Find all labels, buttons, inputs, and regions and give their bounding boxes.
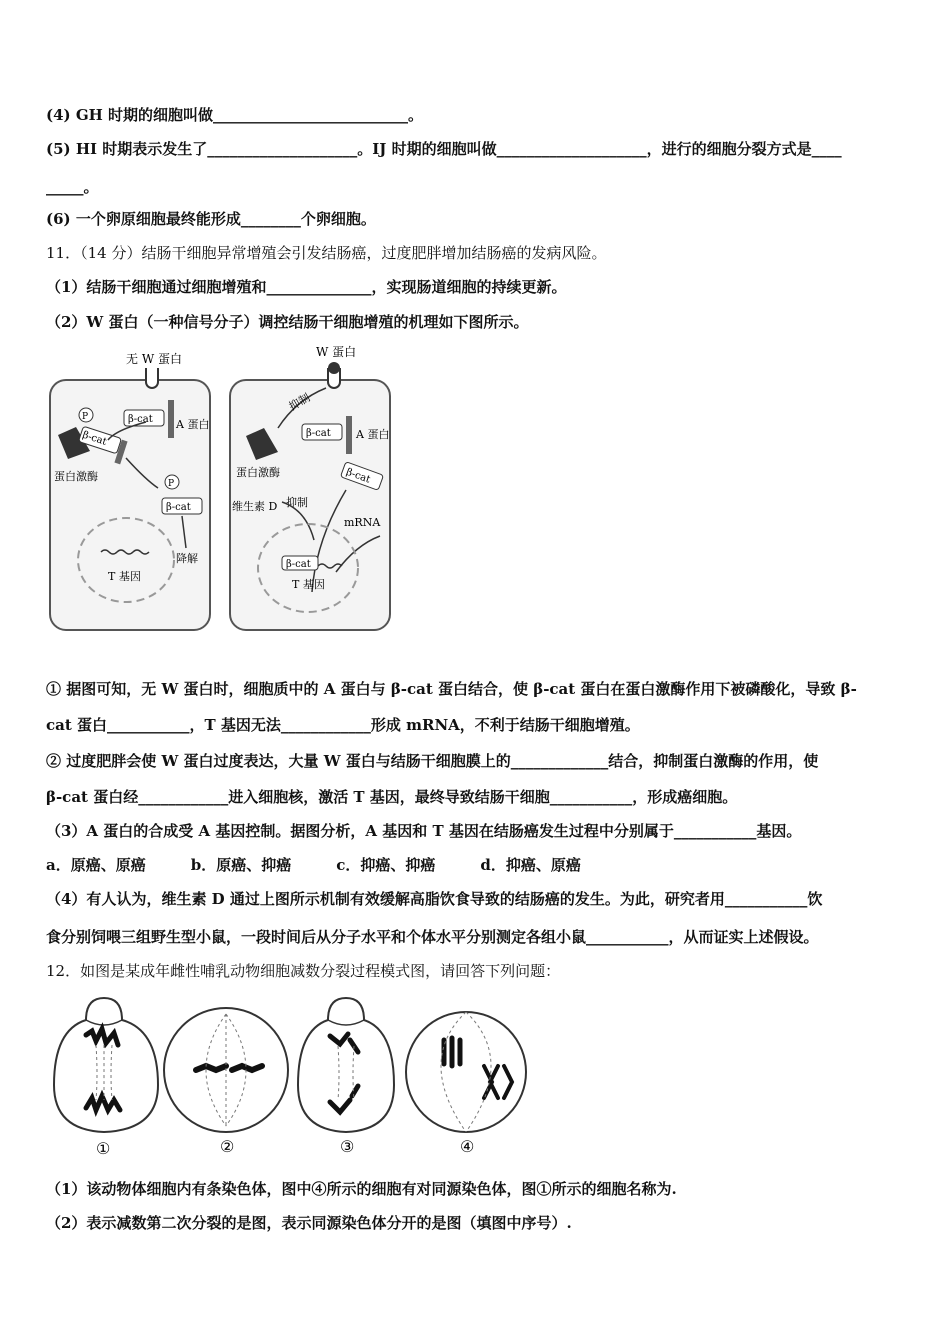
meiosis-figure bbox=[46, 990, 546, 1160]
left-beta-cat-free-label: β-cat bbox=[166, 502, 191, 513]
cell-1 bbox=[54, 998, 158, 1132]
left-p-label-2: P bbox=[168, 479, 175, 489]
cell-4-spindle bbox=[441, 1012, 491, 1132]
left-p-label: P bbox=[82, 412, 89, 422]
right-beta-cat-nucleus-label: β-cat bbox=[286, 559, 311, 570]
right-receptor-label: W 蛋白 bbox=[316, 345, 357, 359]
cell-4-chromosomes-left bbox=[444, 1038, 460, 1066]
left-beta-cat-top-label: β-cat bbox=[128, 414, 153, 425]
question-11-stem: 11．（14 分）结肠干细胞异常增殖会引发结肠癌，过度肥胖增加结肠癌的发病风险。 bbox=[46, 244, 607, 262]
right-beta-cat-top-label: β-cat bbox=[306, 428, 331, 439]
cell-4-chromosomes-right bbox=[484, 1066, 512, 1098]
right-a-protein-label: A 蛋白 bbox=[356, 428, 390, 441]
question-6: (6) 一个卵原细胞最终能形成________个卵细胞。 bbox=[46, 210, 376, 228]
blank-1-line1: ① 据图可知，无 W 蛋白时，细胞质中的 A 蛋白与 β-cat 蛋白结合，使 β-cat 蛋白在蛋白激酶作用下被磷酸化，导致 β- bbox=[46, 680, 857, 698]
cell-1-chromosomes-top bbox=[86, 1029, 118, 1045]
right-beta-cat-free-label: β-cat bbox=[344, 466, 372, 486]
cell-2-label: ② bbox=[220, 1137, 235, 1156]
blank-1-line2: cat 蛋白___________，T 基因无法____________形成 mRNA，不利于结肠干细胞增殖。 bbox=[46, 716, 640, 734]
left-beta-cat-bound-label: β-cat bbox=[81, 429, 108, 448]
right-gene-label: T 基因 bbox=[292, 578, 325, 591]
question-12-part1: （1）该动物体细胞内有条染色体，图中④所示的细胞有对同源染色体，图①所示的细胞名称为. bbox=[46, 1180, 677, 1198]
left-a-protein bbox=[168, 400, 174, 438]
question-11-part3: （3）A 蛋白的合成受 A 基因控制。据图分析，A 基因和 T 基因在结肠癌发生过程中分别属于___________基因。 bbox=[46, 822, 802, 840]
question-5-line2: _____。 bbox=[46, 178, 99, 196]
right-mrna-label: mRNA bbox=[344, 516, 381, 529]
cell-3-chromosomes-top bbox=[330, 1034, 358, 1052]
question-11-part1: （1）结肠干细胞通过细胞增殖和______________，实现肠道细胞的持续更新。 bbox=[46, 278, 567, 296]
right-vitd-label: 维生素 D bbox=[232, 500, 278, 513]
left-receptor bbox=[146, 368, 158, 388]
right-a-protein bbox=[346, 416, 352, 454]
left-kinase-label: 蛋白激酶 bbox=[54, 470, 98, 483]
question-11-part4-line1: （4）有人认为，维生素 D 通过上图所示机制有效缓解高脂饮食导致的结肠癌的发生。为此，研究者用___________饮 bbox=[46, 890, 823, 908]
question-12-stem: 12．如图是某成年雌性哺乳动物细胞减数分裂过程模式图，请回答下列问题： bbox=[46, 962, 561, 980]
left-degrade-label: 降解 bbox=[176, 552, 198, 565]
right-inhibit-label-2: 抑制 bbox=[286, 496, 308, 509]
right-kinase-label: 蛋白激酶 bbox=[236, 466, 280, 479]
question-5-line1: (5) HI 时期表示发生了____________________。IJ 时期的细胞叫做____________________，进行的细胞分裂方式是____ bbox=[46, 140, 842, 158]
question-12-part2: （2）表示减数第二次分裂的是图，表示同源染色体分开的是图（填图中序号）. bbox=[46, 1214, 572, 1232]
left-gene-label: T 基因 bbox=[108, 570, 141, 583]
question-11-part4-line2: 食分别饲喂三组野生型小鼠，一段时间后从分子水平和个体水平分别测定各组小鼠___________，从而证实上述假设。 bbox=[46, 928, 819, 946]
question-11-options: a．原癌、原癌 b．原癌、抑癌 c．抑癌、抑癌 d．抑癌、原癌 bbox=[46, 856, 581, 874]
cell-3 bbox=[298, 998, 394, 1132]
blank-2-line2: β-cat 蛋白经____________进入细胞核，激活 T 基因，最终导致结肠干细胞___________，形成癌细胞。 bbox=[46, 788, 738, 806]
blank-2-line1: ② 过度肥胖会使 W 蛋白过度表达，大量 W 蛋白与结肠干细胞膜上的_____________结合，抑制蛋白激酶的作用，使 bbox=[46, 752, 819, 770]
right-w-protein bbox=[328, 362, 340, 374]
cell-1-spindle bbox=[96, 1045, 112, 1100]
cell-1-chromosomes-bottom bbox=[86, 1096, 120, 1110]
cell-1-furrow bbox=[86, 1020, 122, 1025]
w-protein-mechanism-figure bbox=[46, 340, 396, 640]
cell-4-label: ④ bbox=[460, 1137, 475, 1156]
question-11-part2: （2）W 蛋白（一种信号分子）调控结肠干细胞增殖的机理如下图所示。 bbox=[46, 313, 529, 331]
cell-3-furrow bbox=[328, 1020, 364, 1025]
right-inhibit-label-1: 抑制 bbox=[286, 391, 313, 414]
left-a-protein-label: A 蛋白 bbox=[176, 418, 210, 431]
left-receptor-label: 无 W 蛋白 bbox=[126, 352, 182, 366]
cell-1-label: ① bbox=[96, 1139, 111, 1158]
cell-3-label: ③ bbox=[340, 1137, 355, 1156]
question-4: (4) GH 时期的细胞叫做__________________________。 bbox=[46, 106, 424, 124]
